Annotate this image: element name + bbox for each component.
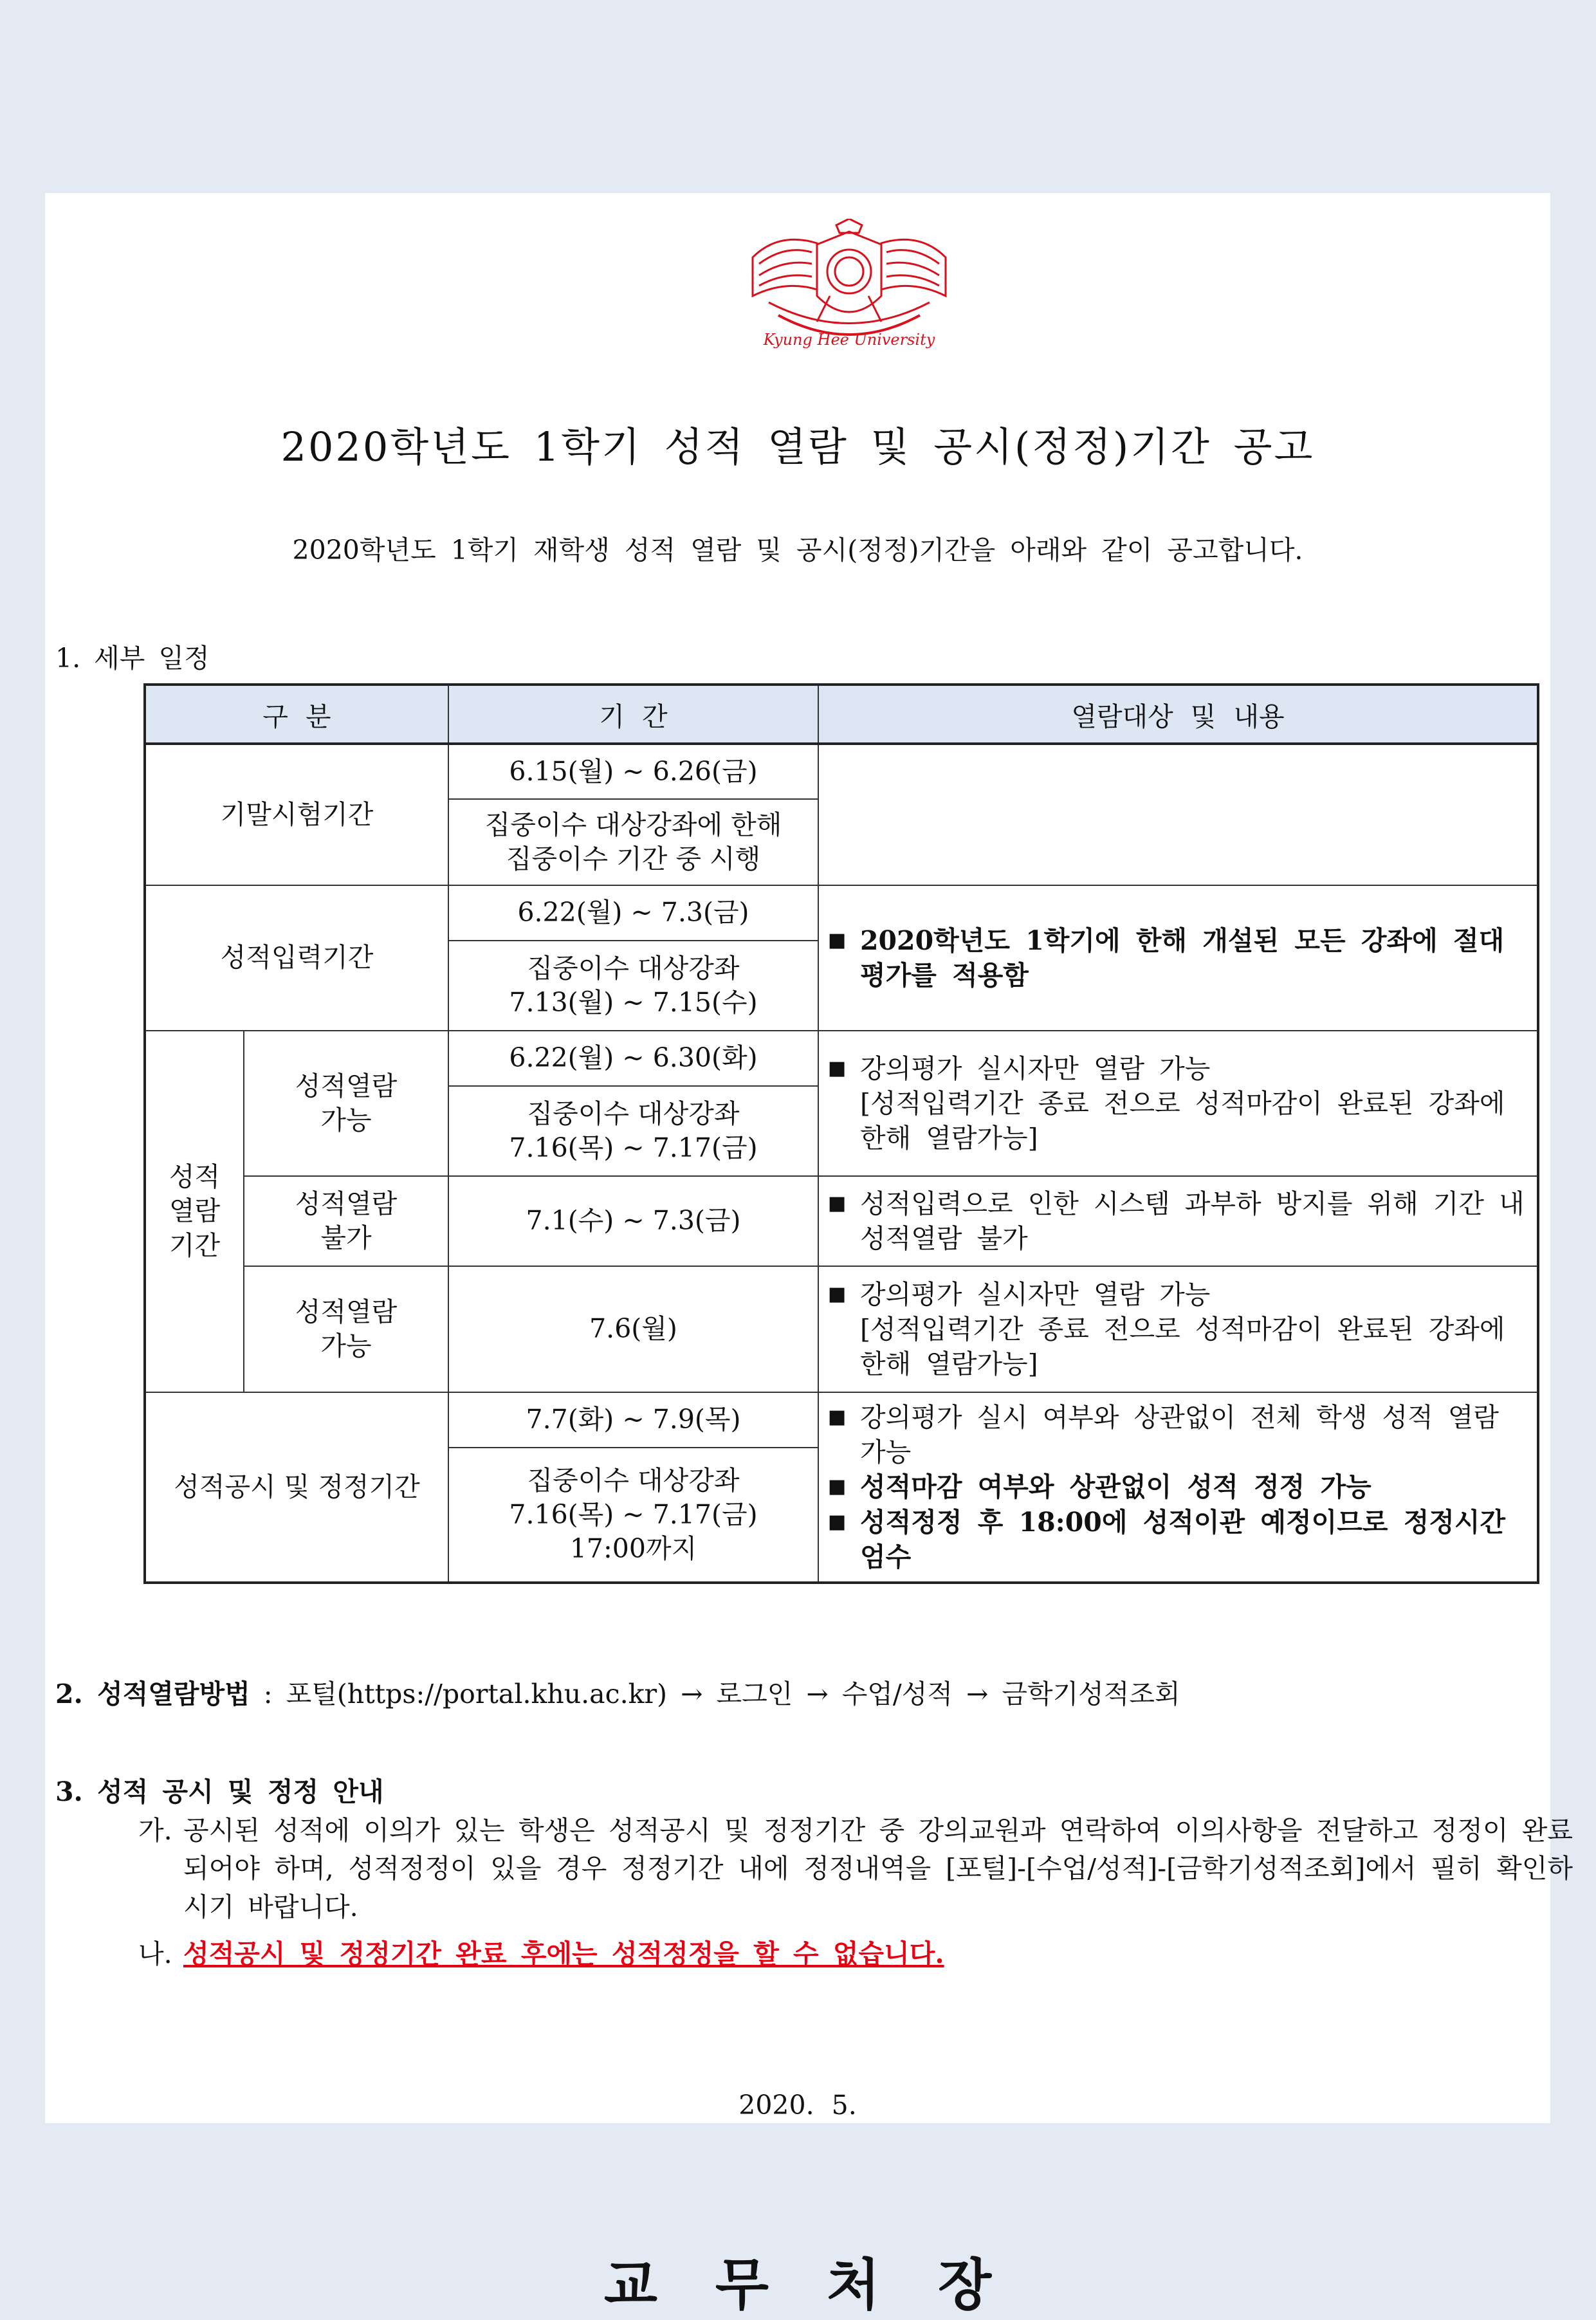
input-desc: ■ 2020학년도 1학기에 한해 개설된 모든 강좌에 절대평가를 적용함 [818, 885, 1538, 1031]
view3-label-line1: 성적열람 [295, 1296, 398, 1327]
input-period2 [448, 941, 818, 1031]
exam-label: 기말시험기간 [145, 744, 448, 885]
exam-period2-line1: 집중이수 대상강좌에 한해 [484, 809, 782, 840]
section3-item-ga [138, 1812, 1573, 1926]
section3-item-na [138, 1935, 1573, 1973]
notice-title: 2020학년도 1학기 성적 열람 및 공시(정정)기간 공고 [280, 423, 1315, 470]
view3-label-line2: 가능 [320, 1330, 372, 1361]
notice-desc: ■ 강의평가 실시 여부와 상관없이 전체 학생 성적 열람 가능 ■ 성적마감 여부와 상관없이 성적 정정 가능 ■ 성적정정 후 18:00에 성적이관 예정이므로 정정시간 엄수 [818, 1392, 1538, 1583]
section2 [55, 1673, 1180, 1711]
notice-intro: 2020학년도 1학기 재학생 성적 열람 및 공시(정정)기간을 아래와 같이 공고합니다. [292, 535, 1303, 566]
view1-period2 [448, 1086, 818, 1176]
view1-period1: 6.22(월) ~ 6.30(화) [448, 1031, 818, 1086]
view1-label-line1: 성적열람 [295, 1070, 398, 1101]
view2-label-line1: 성적열람 [295, 1188, 398, 1219]
view2-label-line2: 불가 [320, 1222, 372, 1253]
exam-period1: 6.15(월) ~ 6.26(금) [448, 744, 818, 799]
view2-desc-text: 성적입력으로 인한 시스템 과부하 방지를 위해 기간 내 성적열람 불가 [860, 1188, 1525, 1254]
view1-desc: ■ 강의평가 실시자만 열람 가능 [성적입력기간 종료 전으로 성적마감이 완료된 강좌에 한해 열람가능] [818, 1031, 1538, 1176]
item-ga-marker: 가. [138, 1815, 172, 1846]
input-period2-line1: 집중이수 대상강좌 [527, 952, 740, 984]
table-row [145, 1392, 1538, 1448]
view2-label [244, 1176, 448, 1266]
table-row [145, 744, 1538, 799]
input-period1: 6.22(월) ~ 7.3(금) [448, 885, 818, 941]
view1-desc-line1: 강의평가 실시자만 열람 가능 [860, 1053, 1211, 1084]
view1-period2-line2: 7.16(목) ~ 7.17(금) [509, 1132, 758, 1163]
item-na-warning: 성적공시 및 정정기간 완료 후에는 성적정정을 할 수 없습니다. [183, 1938, 944, 1969]
issuing-office: 교무처장 [603, 2252, 1050, 2317]
view3-desc: ■ 강의평가 실시자만 열람 가능 [성적입력기간 종료 전으로 성적마감이 완료된 강좌에 한해 열람가능] [818, 1266, 1538, 1392]
university-seal-logo [740, 219, 959, 354]
header-period: 기 간 [448, 685, 818, 744]
item-na-marker: 나. [138, 1938, 172, 1969]
notice-period2-line1: 집중이수 대상강좌 [527, 1464, 740, 1496]
table-row [145, 1266, 1538, 1392]
section2-heading: 2. 성적열람방법 [55, 1679, 250, 1709]
header-content: 열람대상 및 내용 [818, 685, 1538, 744]
view-group-line2: 열람 [169, 1195, 221, 1227]
view3-period: 7.6(월) [448, 1266, 818, 1392]
view3-label [244, 1266, 448, 1392]
seal-lettering: Kyung Hee University [763, 331, 935, 349]
notice-desc-line3: 성적정정 후 18:00에 성적이관 예정이므로 정정시간 엄수 [860, 1506, 1506, 1572]
notice-period2-line3: 17:00까지 [569, 1533, 697, 1565]
notice-period2-line2: 7.16(목) ~ 7.17(금) [509, 1498, 758, 1530]
view1-period2-line1: 집중이수 대상강좌 [527, 1098, 740, 1129]
table-row [145, 1176, 1538, 1266]
view1-label-line2: 가능 [320, 1105, 372, 1136]
notice-period2 [448, 1448, 818, 1583]
notice-period1: 7.7(화) ~ 7.9(목) [448, 1392, 818, 1448]
table-row [145, 885, 1538, 941]
table-header-row [145, 685, 1538, 744]
exam-desc-empty [818, 744, 1538, 885]
section3-heading: 3. 성적 공시 및 정정 안내 [55, 1776, 384, 1807]
notice-desc-line2: 성적마감 여부와 상관없이 성적 정정 가능 [860, 1471, 1371, 1503]
header-category: 구 분 [145, 685, 448, 744]
section1-heading: 1. 세부 일정 [55, 643, 210, 674]
exam-period2-line2: 집중이수 기간 중 시행 [506, 843, 761, 874]
item-ga-text: 공시된 성적에 이의가 있는 학생은 성적공시 및 정정기간 중 강의교원과 연락하여 이의사항을 전달하고 정정이 완료되어야 하며, 성적정정이 있을 경우 정정기간 내에 정정내역을 [포털]-[수업/성적]-[금학기성적조회]에서 필히 확인하시기 바랍니다. [183, 1815, 1573, 1922]
view3-desc-line1: 강의평가 실시자만 열람 가능 [860, 1278, 1211, 1310]
table-row [145, 1031, 1538, 1086]
input-label: 성적입력기간 [145, 885, 448, 1031]
document-sheet [45, 193, 1573, 2317]
notice-date: 2020. 5. [738, 2090, 857, 2121]
view-group-line3: 기간 [169, 1229, 221, 1261]
input-period2-line2: 7.13(월) ~ 7.15(수) [509, 987, 758, 1018]
schedule-table [143, 683, 1539, 1584]
view-group-line1: 성적 [169, 1161, 221, 1193]
view-group-label [145, 1031, 244, 1392]
notice-desc-line1: 강의평가 실시 여부와 상관없이 전체 학생 성적 열람 가능 [860, 1402, 1499, 1468]
exam-period2 [448, 799, 818, 885]
view2-desc: ■ 성적입력으로 인한 시스템 과부하 방지를 위해 기간 내 성적열람 불가 [818, 1176, 1538, 1266]
section2-text: : 포털(https://portal.khu.ac.kr) → 로그인 → 수업/성적 → 금학기성적조회 [250, 1679, 1180, 1709]
view1-label [244, 1031, 448, 1176]
view2-period: 7.1(수) ~ 7.3(금) [448, 1176, 818, 1266]
view1-desc-line2: [성적입력기간 종료 전으로 성적마감이 완료된 강좌에 한해 열람가능] [860, 1087, 1505, 1154]
notice-label: 성적공시 및 정정기간 [145, 1392, 448, 1583]
input-desc-text: 2020학년도 1학기에 한해 개설된 모든 강좌에 절대평가를 적용함 [860, 925, 1505, 991]
view3-desc-line2: [성적입력기간 종료 전으로 성적마감이 완료된 강좌에 한해 열람가능] [860, 1313, 1505, 1380]
